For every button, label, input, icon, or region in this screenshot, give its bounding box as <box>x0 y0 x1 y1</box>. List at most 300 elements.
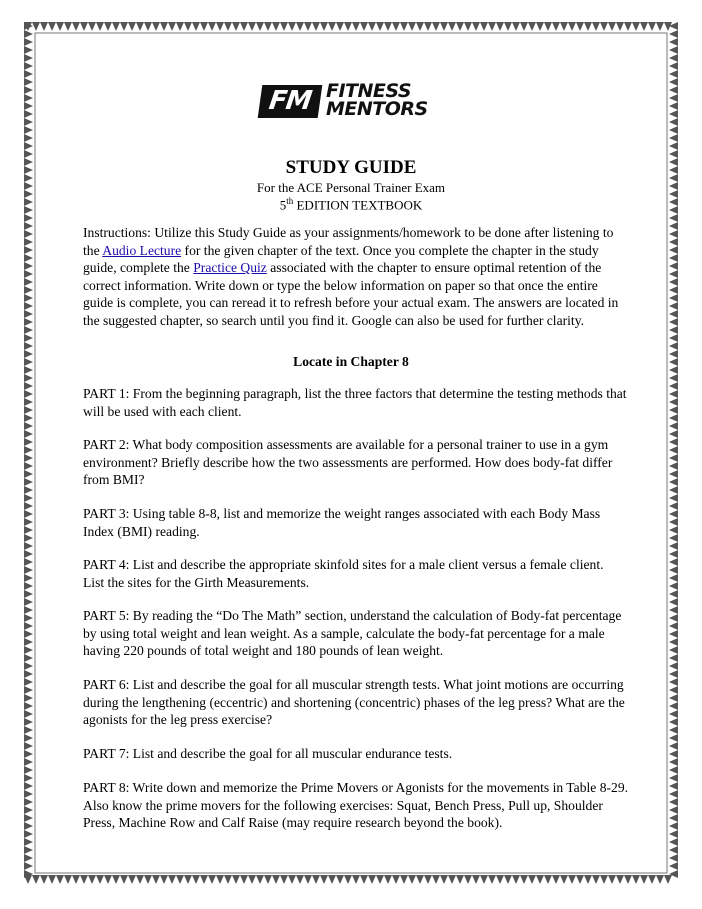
border-triangle <box>24 342 33 350</box>
border-triangle <box>24 302 33 310</box>
border-triangle <box>24 78 33 86</box>
border-triangle <box>408 875 416 884</box>
border-triangle <box>669 494 678 502</box>
border-triangle <box>24 654 33 662</box>
border-triangle <box>184 22 192 31</box>
border-triangle <box>669 134 678 142</box>
border-triangle <box>416 875 424 884</box>
border-triangle <box>669 662 678 670</box>
border-triangle <box>256 22 264 31</box>
border-triangle <box>24 390 33 398</box>
border-triangle <box>669 454 678 462</box>
border-triangle <box>536 22 544 31</box>
border-triangle <box>40 875 48 884</box>
border-triangle <box>669 262 678 270</box>
border-triangle <box>288 875 296 884</box>
border-triangle <box>528 22 536 31</box>
border-triangle <box>368 875 376 884</box>
border-triangle <box>669 342 678 350</box>
border-triangle <box>112 22 120 31</box>
border-triangle <box>24 622 33 630</box>
border-triangle <box>328 22 336 31</box>
border-triangle <box>416 22 424 31</box>
border-triangle <box>352 22 360 31</box>
border-triangle <box>24 774 33 782</box>
border-triangle <box>24 70 33 78</box>
border-triangle <box>24 318 33 326</box>
border-triangle <box>669 654 678 662</box>
border-triangle <box>24 110 33 118</box>
border-triangle <box>24 662 33 670</box>
border-triangle <box>304 875 312 884</box>
border-triangle <box>384 22 392 31</box>
border-triangle <box>72 22 80 31</box>
border-triangle <box>24 462 33 470</box>
border-triangle <box>528 875 536 884</box>
border-triangle <box>24 830 33 838</box>
audio-lecture-link[interactable]: Audio Lecture <box>102 242 182 258</box>
border-triangle <box>632 22 640 31</box>
border-triangle <box>24 494 33 502</box>
border-triangle <box>472 875 480 884</box>
border-triangle <box>160 22 168 31</box>
border-triangle <box>584 22 592 31</box>
exam-subtitle: For the ACE Personal Trainer Exam <box>256 180 446 195</box>
border-triangle <box>312 22 320 31</box>
border-triangle <box>376 22 384 31</box>
border-triangle <box>56 22 64 31</box>
border-triangle <box>440 875 448 884</box>
border-triangle <box>248 22 256 31</box>
border-triangle <box>24 542 33 550</box>
border-triangle <box>24 822 33 830</box>
border-triangle <box>669 462 678 470</box>
border-triangle <box>56 875 64 884</box>
border-triangle <box>512 875 520 884</box>
border-triangle <box>88 22 96 31</box>
border-triangle <box>24 630 33 638</box>
border-triangle <box>616 875 624 884</box>
border-triangle <box>96 22 104 31</box>
border-triangle <box>392 22 400 31</box>
border-triangle <box>616 22 624 31</box>
border-triangle <box>512 22 520 31</box>
border-triangle <box>669 126 678 134</box>
border-triangle <box>304 22 312 31</box>
border-triangle <box>24 718 33 726</box>
border-triangle <box>669 670 678 678</box>
border-triangle <box>376 875 384 884</box>
border-triangle <box>440 22 448 31</box>
border-triangle <box>24 374 33 382</box>
border-triangle <box>24 846 33 854</box>
border-triangle <box>224 22 232 31</box>
border-triangle <box>24 334 33 342</box>
border-triangle <box>168 875 176 884</box>
border-triangle <box>24 254 33 262</box>
border-triangle <box>669 470 678 478</box>
border-triangle <box>669 550 678 558</box>
border-triangle <box>24 590 33 598</box>
border-triangle <box>669 318 678 326</box>
border-triangle <box>560 22 568 31</box>
border-triangle <box>128 22 136 31</box>
border-triangle <box>669 270 678 278</box>
border-triangle <box>184 875 192 884</box>
border-triangle <box>24 742 33 750</box>
border-triangle <box>200 875 208 884</box>
border-triangle <box>669 574 678 582</box>
border-triangle <box>88 875 96 884</box>
border-triangle <box>24 486 33 494</box>
border-triangle <box>669 326 678 334</box>
border-triangle <box>520 22 528 31</box>
border-triangle <box>669 590 678 598</box>
border-triangle <box>24 414 33 422</box>
edition-line <box>0 196 702 213</box>
border-triangle <box>24 446 33 454</box>
border-triangle <box>112 875 120 884</box>
border-triangle <box>24 62 33 70</box>
border-triangle <box>669 54 678 62</box>
border-triangle <box>576 22 584 31</box>
border-triangle <box>456 22 464 31</box>
border-triangle <box>464 22 472 31</box>
border-triangle <box>120 22 128 31</box>
instructions-text-1: Instructions: Utilize this Study Guide as your assignments/homework to be done after listening to the <box>83 225 614 258</box>
border-triangle <box>669 838 678 846</box>
border-triangle <box>24 790 33 798</box>
border-triangle <box>352 875 360 884</box>
border-triangle <box>669 70 678 78</box>
border-triangle <box>669 294 678 302</box>
border-triangle <box>72 875 80 884</box>
border-triangle <box>432 875 440 884</box>
border-triangle <box>272 875 280 884</box>
edition-superscript: th <box>286 196 294 206</box>
border-triangle <box>344 875 352 884</box>
border-triangle <box>669 142 678 150</box>
border-triangle <box>24 502 33 510</box>
border-triangle <box>669 422 678 430</box>
border-triangle <box>669 518 678 526</box>
border-triangle <box>208 875 216 884</box>
border-triangle <box>24 798 33 806</box>
fitness-mentors-logo <box>260 82 450 122</box>
border-triangle <box>24 278 33 286</box>
border-triangle <box>24 270 33 278</box>
border-triangle <box>152 875 160 884</box>
part-1: PART 1: From the beginning paragraph, list the three factors that determine the testing methods that will be used with each client. <box>83 386 627 419</box>
border-triangle <box>24 38 33 46</box>
border-triangle <box>669 94 678 102</box>
border-triangle <box>669 718 678 726</box>
border-triangle <box>24 726 33 734</box>
border-triangle <box>160 875 168 884</box>
border-triangle <box>608 875 616 884</box>
border-triangle <box>480 22 488 31</box>
part-5: PART 5: By reading the “Do The Math” section, understand the calculation of Body-fat percentage by using total weight and lean weight. As a sample, calculate the body-fat percentage for a male having 220 pounds of total weight and 180 pounds of lean weight. <box>83 608 622 658</box>
border-triangle <box>669 734 678 742</box>
border-triangle <box>24 614 33 622</box>
border-triangle <box>224 875 232 884</box>
border-triangle <box>669 502 678 510</box>
border-triangle <box>640 875 648 884</box>
border-triangle <box>592 22 600 31</box>
border-triangle <box>669 758 678 766</box>
border-triangle <box>24 534 33 542</box>
border-triangle <box>24 574 33 582</box>
border-triangle <box>64 875 72 884</box>
part-3: PART 3: Using table 8-8, list and memorize the weight ranges associated with each Body Mass Index (BMI) reading. <box>83 506 601 539</box>
border-triangle <box>669 62 678 70</box>
border-triangle <box>136 875 144 884</box>
border-triangle <box>669 222 678 230</box>
border-triangle <box>24 142 33 150</box>
border-triangle <box>128 875 136 884</box>
border-triangle <box>669 478 678 486</box>
border-triangle <box>669 118 678 126</box>
border-triangle <box>669 710 678 718</box>
border-triangle <box>280 875 288 884</box>
border-triangle <box>32 875 40 884</box>
border-triangle <box>24 838 33 846</box>
border-triangle <box>232 22 240 31</box>
border-triangle <box>200 22 208 31</box>
border-triangle <box>669 798 678 806</box>
border-triangle <box>536 875 544 884</box>
border-triangle <box>669 310 678 318</box>
border-triangle <box>24 670 33 678</box>
border-triangle <box>424 22 432 31</box>
instructions-text-3: associated with the chapter to ensure optimal retention of the correct information. Write down or type the below information on paper so that once the entire guide is complete, you can reread it to refresh before your actual exam. The answers are located in the suggested chapter, so search until you find it. Google can also be used for further clarity. <box>83 260 619 328</box>
border-triangle <box>24 558 33 566</box>
border-triangle <box>448 875 456 884</box>
border-triangle <box>136 22 144 31</box>
border-triangle <box>24 118 33 126</box>
border-triangle <box>456 875 464 884</box>
border-triangle <box>240 22 248 31</box>
border-triangle <box>24 214 33 222</box>
border-triangle <box>208 22 216 31</box>
logo-mark: FM <box>258 85 323 118</box>
border-triangle <box>360 22 368 31</box>
border-triangle <box>669 430 678 438</box>
border-triangle <box>669 686 678 694</box>
border-triangle <box>504 22 512 31</box>
border-triangle <box>24 30 33 38</box>
border-triangle <box>24 526 33 534</box>
border-triangle <box>24 702 33 710</box>
border-triangle <box>669 38 678 46</box>
border-triangle <box>24 686 33 694</box>
border-triangle <box>669 414 678 422</box>
part-7: PART 7: List and describe the goal for all muscular endurance tests. <box>83 746 453 761</box>
border-triangle <box>24 102 33 110</box>
border-triangle <box>96 875 104 884</box>
border-triangle <box>648 22 656 31</box>
border-triangle <box>264 875 272 884</box>
border-triangle <box>544 22 552 31</box>
border-triangle <box>669 622 678 630</box>
border-triangle <box>104 22 112 31</box>
border-triangle <box>24 758 33 766</box>
border-triangle <box>552 875 560 884</box>
section-heading: Locate in Chapter 8 <box>293 354 409 369</box>
part-8: PART 8: Write down and memorize the Prime Movers or Agonists for the movements in Table 8-29. Also know the prime movers for the following exercises: Squat, Bench Press, Pull up, Shoulder Press, Machine Row and Calf Raise (may require research beyond the book). <box>83 780 629 830</box>
border-triangle <box>32 22 40 31</box>
border-triangle <box>669 598 678 606</box>
logo-line-2: MENTORS <box>326 98 428 120</box>
border-triangle <box>320 875 328 884</box>
border-triangle <box>24 638 33 646</box>
border-triangle <box>669 854 678 862</box>
border-triangle <box>669 302 678 310</box>
border-triangle <box>669 390 678 398</box>
border-triangle <box>656 22 664 31</box>
border-triangle <box>669 438 678 446</box>
border-triangle <box>24 262 33 270</box>
border-triangle <box>24 766 33 774</box>
border-triangle <box>669 230 678 238</box>
border-triangle <box>608 22 616 31</box>
border-triangle <box>24 246 33 254</box>
border-triangle <box>669 30 678 38</box>
border-triangle <box>288 22 296 31</box>
border-triangle <box>669 542 678 550</box>
border-triangle <box>24 438 33 446</box>
border-triangle <box>24 134 33 142</box>
border-triangle <box>544 875 552 884</box>
border-triangle <box>24 646 33 654</box>
border-triangle <box>640 22 648 31</box>
border-triangle <box>400 22 408 31</box>
border-triangle <box>24 238 33 246</box>
edition-number: 5 <box>279 197 287 213</box>
border-triangle <box>384 875 392 884</box>
border-triangle <box>568 875 576 884</box>
border-triangle <box>240 875 248 884</box>
border-triangle <box>24 710 33 718</box>
border-triangle <box>24 430 33 438</box>
border-triangle <box>24 54 33 62</box>
border-triangle <box>669 406 678 414</box>
border-triangle <box>560 875 568 884</box>
border-triangle <box>669 254 678 262</box>
border-triangle <box>496 875 504 884</box>
border-triangle <box>24 566 33 574</box>
border-triangle <box>576 875 584 884</box>
border-triangle <box>360 875 368 884</box>
border-triangle <box>216 22 224 31</box>
border-triangle <box>669 774 678 782</box>
border-triangle <box>24 294 33 302</box>
border-triangle <box>152 22 160 31</box>
border-triangle <box>168 22 176 31</box>
border-triangle <box>600 22 608 31</box>
border-triangle <box>472 22 480 31</box>
border-triangle <box>669 286 678 294</box>
edition-text: EDITION TEXTBOOK <box>293 197 423 213</box>
border-triangle <box>192 22 200 31</box>
border-triangle <box>424 875 432 884</box>
border-triangle <box>24 286 33 294</box>
border-triangle <box>669 558 678 566</box>
border-triangle <box>336 22 344 31</box>
border-triangle <box>669 638 678 646</box>
border-triangle <box>600 875 608 884</box>
border-triangle <box>48 22 56 31</box>
border-triangle <box>669 86 678 94</box>
border-triangle <box>432 22 440 31</box>
border-triangle <box>24 126 33 134</box>
part-4: PART 4: List and describe the appropriate skinfold sites for a male client versus a female client. List the sites for the Girth Measurements. <box>83 557 604 590</box>
border-triangle <box>24 582 33 590</box>
border-triangle <box>24 734 33 742</box>
border-triangle <box>669 534 678 542</box>
border-triangle <box>669 614 678 622</box>
border-triangle <box>448 22 456 31</box>
border-triangle <box>232 875 240 884</box>
border-triangle <box>120 875 128 884</box>
border-triangle <box>24 326 33 334</box>
logo-line-1: FITNESS <box>326 80 412 102</box>
page-title: STUDY GUIDE <box>285 157 417 178</box>
border-triangle <box>669 566 678 574</box>
border-triangle <box>669 694 678 702</box>
border-triangle <box>24 310 33 318</box>
border-triangle <box>24 782 33 790</box>
border-triangle <box>669 702 678 710</box>
border-triangle <box>669 766 678 774</box>
practice-quiz-link[interactable]: Practice Quiz <box>193 260 267 275</box>
border-triangle <box>24 86 33 94</box>
border-triangle <box>669 830 678 838</box>
border-triangle <box>256 875 264 884</box>
border-triangle <box>669 110 678 118</box>
border-triangle <box>24 422 33 430</box>
border-triangle <box>24 806 33 814</box>
border-triangle <box>669 214 678 222</box>
border-triangle <box>504 875 512 884</box>
border-triangle <box>24 750 33 758</box>
border-triangle <box>669 726 678 734</box>
border-triangle <box>669 102 678 110</box>
border-triangle <box>496 22 504 31</box>
border-triangle <box>669 238 678 246</box>
border-triangle <box>669 246 678 254</box>
border-triangle <box>669 398 678 406</box>
border-triangle <box>669 846 678 854</box>
border-triangle <box>669 790 678 798</box>
border-triangle <box>584 875 592 884</box>
border-triangle <box>656 875 664 884</box>
border-triangle <box>669 806 678 814</box>
border-triangle <box>144 875 152 884</box>
instructions-text-2: for the given chapter of the text. Once you complete the chapter in the study guide, complete the <box>83 242 599 275</box>
border-triangle <box>312 875 320 884</box>
border-triangle <box>368 22 376 31</box>
border-triangle <box>192 875 200 884</box>
border-triangle <box>24 862 33 870</box>
border-triangle <box>24 598 33 606</box>
border-triangle <box>669 646 678 654</box>
border-triangle <box>24 454 33 462</box>
border-triangle <box>24 470 33 478</box>
border-triangle <box>24 478 33 486</box>
border-triangle <box>632 875 640 884</box>
border-triangle <box>104 875 112 884</box>
